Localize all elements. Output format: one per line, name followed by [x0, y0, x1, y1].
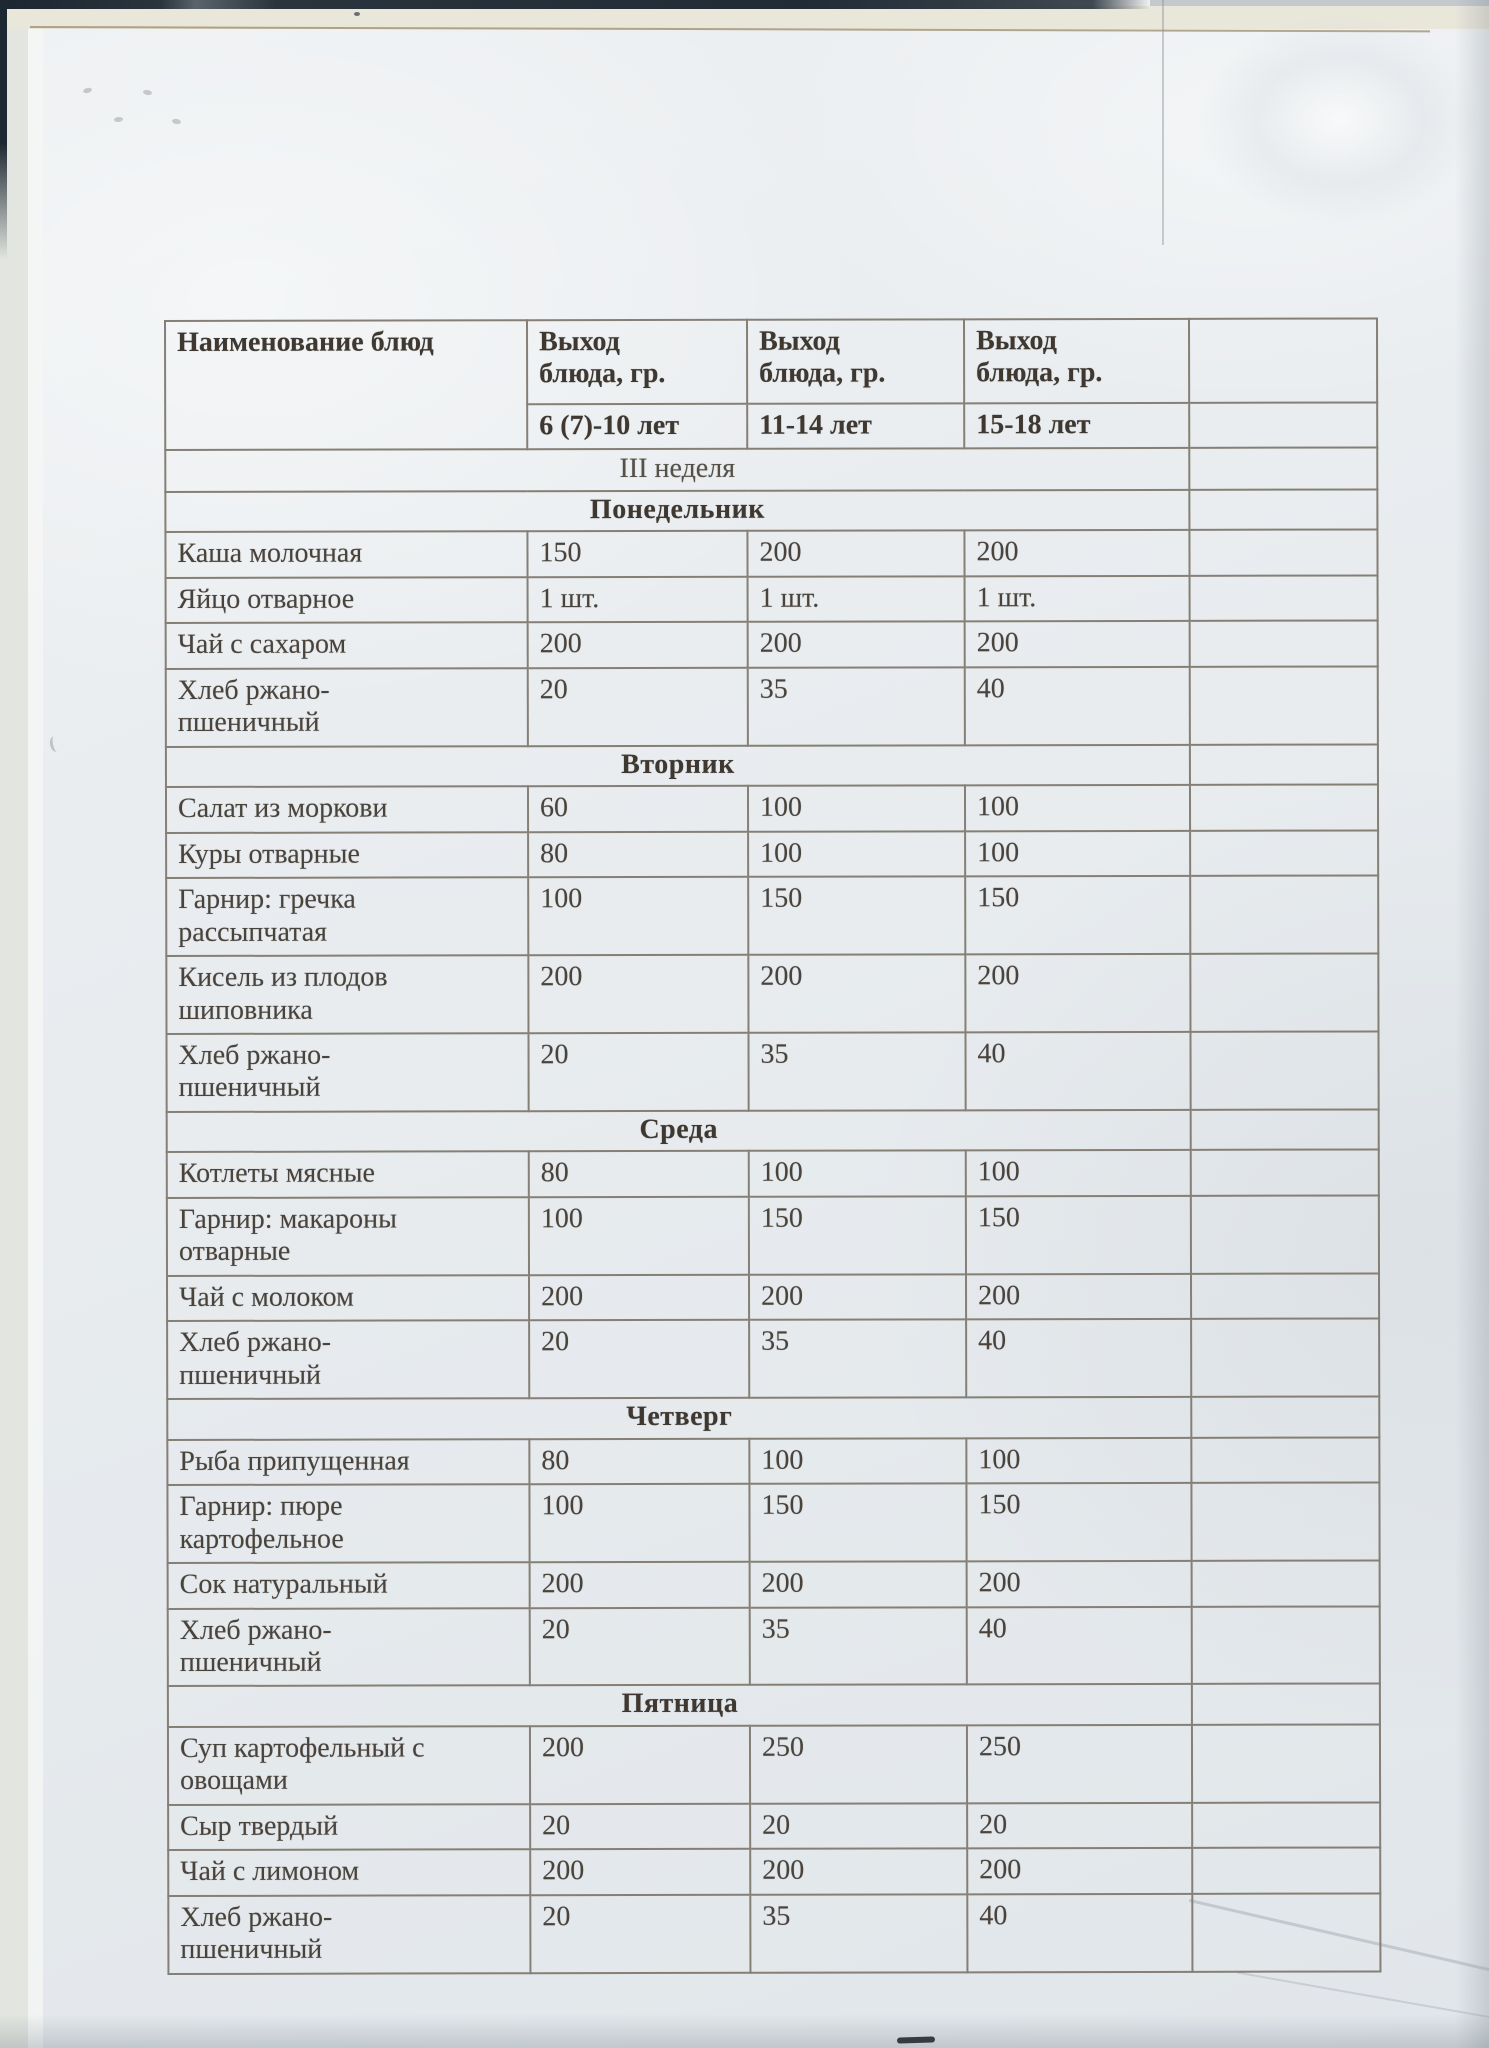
- empty-cell: [1191, 1195, 1379, 1273]
- portion-11-14: 200: [747, 531, 964, 577]
- dish-name: Кисель из плодов шиповника: [166, 955, 528, 1034]
- portion-6-10: 100: [529, 1197, 749, 1275]
- menu-row: [168, 1893, 1380, 1973]
- portion-11-14: 35: [750, 1607, 967, 1685]
- menu-table: [164, 317, 1381, 1974]
- portion-11-14: 200: [748, 622, 965, 668]
- scan-artifact-smudge: [48, 735, 62, 753]
- empty-header-cell: [1189, 318, 1377, 402]
- menu-row: [168, 1724, 1380, 1804]
- menu-row: [168, 1848, 1380, 1896]
- dish-name: Хлеб ржано- пшеничный: [166, 1033, 528, 1112]
- scan-artifact-right-shadow: [1455, 0, 1489, 2048]
- empty-cell: [1190, 953, 1378, 1031]
- portion-15-18: 40: [967, 1894, 1192, 1972]
- portion-15-18: 150: [966, 1196, 1191, 1274]
- dish-name: Гарнир: макароны отварные: [167, 1197, 529, 1276]
- scan-artifact-paper-edge: [28, 0, 43, 2048]
- scan-artifact-fold-line: [30, 26, 1430, 32]
- portion-11-14: 250: [750, 1725, 967, 1803]
- dish-name: Каша молочная: [165, 532, 527, 578]
- scan-artifact-dimple: [172, 118, 182, 125]
- portion-11-14: 200: [748, 954, 965, 1032]
- dish-name: Хлеб ржано- пшеничный: [168, 1895, 530, 1974]
- portion-6-10: 20: [529, 1320, 749, 1398]
- empty-cell: [1189, 448, 1377, 490]
- portion-15-18: 1 шт.: [965, 576, 1190, 622]
- empty-cell: [1190, 876, 1378, 954]
- portion-6-10: 20: [530, 1804, 750, 1850]
- portion-15-18: 100: [965, 830, 1190, 876]
- portion-6-10: 200: [530, 1849, 750, 1895]
- empty-cell: [1192, 1606, 1380, 1684]
- menu-row: [167, 1483, 1379, 1563]
- portion-6-10: 1 шт.: [528, 577, 748, 623]
- scan-artifact-dimple: [83, 87, 93, 94]
- portion-6-10: 80: [529, 1438, 749, 1484]
- day-header-row: [167, 1109, 1379, 1152]
- portion-6-10: 60: [528, 786, 748, 832]
- portion-15-18: 40: [965, 667, 1190, 745]
- empty-cell: [1191, 1437, 1379, 1483]
- portion-6-10: 200: [528, 622, 748, 668]
- portion-6-10: 80: [528, 831, 748, 877]
- portion-15-18: 250: [967, 1725, 1192, 1803]
- empty-header-cell: [1189, 402, 1377, 448]
- empty-cell: [1192, 1561, 1380, 1607]
- dish-name: Хлеб ржано- пшеничный: [167, 1320, 529, 1399]
- dish-name: Хлеб ржано- пшеничный: [166, 668, 528, 747]
- dish-name: Гарнир: пюре картофельное: [167, 1484, 529, 1563]
- portion-11-14: 35: [748, 667, 965, 745]
- menu-row: [167, 1319, 1379, 1399]
- week-label: III неделя: [165, 448, 1189, 492]
- empty-cell: [1189, 530, 1377, 576]
- empty-cell: [1192, 1893, 1380, 1971]
- empty-cell: [1192, 1724, 1380, 1802]
- portion-6-10: 20: [528, 1033, 748, 1111]
- portion-11-14: 200: [750, 1561, 967, 1607]
- portion-15-18: 40: [966, 1319, 1191, 1397]
- portion-15-18: 200: [965, 621, 1190, 667]
- dish-name: Рыба припущенная: [167, 1439, 529, 1485]
- portion-11-14: 100: [748, 831, 965, 877]
- portion-11-14: 1 шт.: [748, 576, 965, 622]
- portion-15-18: 20: [967, 1803, 1192, 1849]
- portion-11-14: 200: [750, 1849, 967, 1895]
- portion-11-14: 150: [748, 876, 965, 954]
- dish-name: Суп картофельный с овощами: [168, 1726, 530, 1805]
- menu-row: [167, 1437, 1379, 1485]
- scan-artifact-dimple: [114, 117, 123, 123]
- menu-row: [166, 830, 1378, 878]
- scan-artifact-crease: [1162, 0, 1164, 245]
- col-header-output-3: Выход блюда, гр.: [964, 319, 1189, 403]
- col-header-output-1: Выход блюда, гр.: [527, 320, 747, 404]
- portion-15-18: 150: [965, 876, 1190, 954]
- dish-name: Чай с лимоном: [168, 1850, 530, 1896]
- menu-row: [167, 1150, 1379, 1198]
- portion-6-10: 150: [527, 531, 747, 577]
- portion-11-14: 150: [749, 1196, 966, 1274]
- day-header-row: [168, 1684, 1380, 1727]
- dish-name: Салат из моркови: [166, 786, 528, 832]
- portion-11-14: 35: [750, 1894, 967, 1972]
- empty-cell: [1191, 1109, 1379, 1150]
- menu-row: [166, 621, 1378, 669]
- portion-15-18: 100: [966, 1438, 1191, 1484]
- dish-name: Сок натуральный: [168, 1562, 530, 1608]
- empty-cell: [1192, 1684, 1380, 1725]
- menu-row: [168, 1606, 1380, 1686]
- menu-row: [165, 530, 1377, 578]
- scan-artifact-top-right-strip: [1150, 0, 1489, 6]
- week-row: [165, 448, 1377, 492]
- dish-name: Чай с сахаром: [166, 623, 528, 669]
- empty-cell: [1190, 575, 1378, 621]
- scan-artifact-bottom-mark: [897, 2036, 935, 2043]
- col-header-age-6-10: 6 (7)-10 лет: [527, 404, 747, 450]
- portion-6-10: 80: [529, 1151, 749, 1197]
- portion-11-14: 150: [749, 1483, 966, 1561]
- menu-row: [166, 1031, 1378, 1111]
- dish-name: Гарнир: гречка рассыпчатая: [166, 877, 528, 956]
- scan-artifact-speck: [354, 12, 360, 16]
- col-header-dish-name: Наименование блюд: [165, 320, 527, 450]
- portion-6-10: 200: [529, 1275, 749, 1321]
- empty-cell: [1190, 785, 1378, 831]
- scan-artifact-left-edge: [0, 0, 28, 2048]
- day-header: Среда: [167, 1110, 1191, 1153]
- menu-row: [167, 1195, 1379, 1275]
- portion-6-10: 100: [528, 877, 748, 955]
- empty-cell: [1192, 1848, 1380, 1894]
- scan-artifact-top-band: [0, 6, 1489, 29]
- portion-11-14: 200: [749, 1274, 966, 1320]
- day-header-row: [167, 1397, 1379, 1440]
- empty-cell: [1190, 830, 1378, 876]
- portion-6-10: 20: [530, 1895, 750, 1973]
- menu-row: [166, 953, 1378, 1033]
- portion-6-10: 100: [529, 1484, 749, 1562]
- header-row: [165, 318, 1377, 404]
- portion-15-18: 40: [965, 1032, 1190, 1110]
- day-header: Понедельник: [165, 490, 1189, 533]
- dish-name: Хлеб ржано- пшеничный: [168, 1608, 530, 1687]
- empty-cell: [1191, 1150, 1379, 1196]
- dish-name: Чай с молоком: [167, 1275, 529, 1321]
- day-header: Вторник: [166, 745, 1190, 788]
- scan-artifact-bottom-shadow: [0, 2014, 1489, 2048]
- menu-row: [166, 575, 1378, 623]
- scan-artifact-scanner-bed-strip: [0, 0, 1150, 9]
- portion-11-14: 35: [749, 1320, 966, 1398]
- menu-row: [168, 1561, 1380, 1609]
- portion-15-18: 200: [967, 1848, 1192, 1894]
- portion-15-18: 150: [966, 1483, 1191, 1561]
- portion-11-14: 100: [749, 1151, 966, 1197]
- dish-name: Котлеты мясные: [167, 1152, 529, 1198]
- empty-cell: [1192, 1802, 1380, 1848]
- scan-artifact-wrinkle: [1200, 15, 1480, 225]
- empty-cell: [1190, 744, 1378, 785]
- dish-name: Яйцо отварное: [166, 577, 528, 623]
- portion-15-18: 200: [964, 530, 1189, 576]
- scan-artifact-crease: [1237, 1972, 1489, 2021]
- empty-cell: [1191, 1483, 1379, 1561]
- day-header: Пятница: [168, 1684, 1192, 1727]
- portion-11-14: 100: [749, 1438, 966, 1484]
- dish-name: Сыр твердый: [168, 1804, 530, 1850]
- col-header-age-15-18: 15-18 лет: [964, 403, 1189, 449]
- col-header-age-11-14: 11-14 лет: [747, 403, 964, 449]
- menu-row: [166, 876, 1378, 956]
- portion-6-10: 200: [528, 955, 748, 1033]
- portion-6-10: 200: [530, 1726, 750, 1804]
- empty-cell: [1189, 489, 1377, 530]
- empty-cell: [1190, 666, 1378, 744]
- empty-cell: [1191, 1319, 1379, 1397]
- menu-row: [166, 785, 1378, 833]
- dish-name: Куры отварные: [166, 832, 528, 878]
- menu-row: [166, 666, 1378, 746]
- portion-15-18: 100: [966, 1150, 1191, 1196]
- day-header-row: [165, 489, 1377, 532]
- day-header-row: [166, 744, 1378, 787]
- portion-6-10: 200: [530, 1562, 750, 1608]
- empty-cell: [1191, 1397, 1379, 1438]
- portion-11-14: 100: [748, 785, 965, 831]
- portion-15-18: 100: [965, 785, 1190, 831]
- portion-15-18: 40: [967, 1606, 1192, 1684]
- portion-11-14: 20: [750, 1803, 967, 1849]
- empty-cell: [1190, 621, 1378, 667]
- menu-row: [167, 1273, 1379, 1321]
- portion-15-18: 200: [966, 1274, 1191, 1320]
- portion-15-18: 200: [965, 954, 1190, 1032]
- portion-6-10: 20: [530, 1607, 750, 1685]
- portion-6-10: 20: [528, 668, 748, 746]
- day-header: Четверг: [167, 1397, 1191, 1440]
- portion-11-14: 35: [748, 1032, 965, 1110]
- portion-15-18: 200: [967, 1561, 1192, 1607]
- empty-cell: [1191, 1273, 1379, 1319]
- scan-artifact-left-dark-edge: [0, 0, 7, 260]
- col-header-output-2: Выход блюда, гр.: [747, 319, 964, 403]
- empty-cell: [1190, 1031, 1378, 1109]
- menu-row: [168, 1802, 1380, 1850]
- scan-artifact-dimple: [143, 89, 153, 95]
